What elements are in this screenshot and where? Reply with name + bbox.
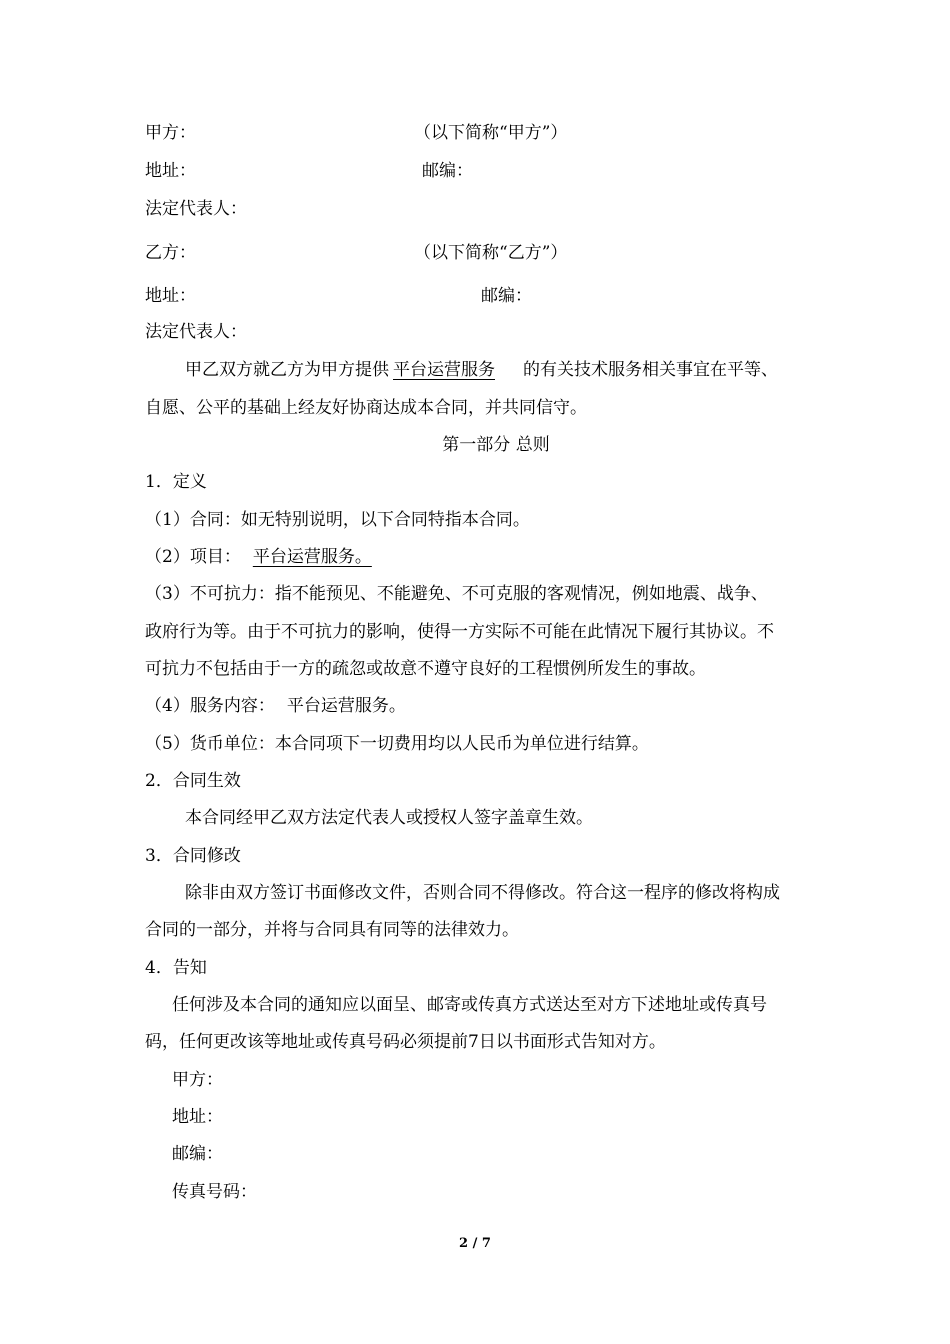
section-3-title: 3．合同修改 xyxy=(145,846,241,866)
definition-force-majeure-l1: （3）不可抗力：指不能预见、不能避免、不可克服的客观情况，例如地震、战争、 xyxy=(145,584,768,604)
party-a-label: 甲方： xyxy=(145,123,196,143)
party-b-rep-label: 法定代表人： xyxy=(145,322,247,342)
intro-service: 平台运营服务 xyxy=(393,360,495,380)
notice-fax: 传真号码： xyxy=(172,1182,257,1202)
party-a-postcode-label: 邮编： xyxy=(422,161,473,181)
section-3-line-1: 除非由双方签订书面修改文件，否则合同不得修改。符合这一程序的修改将构成 xyxy=(185,883,780,903)
definition-service-content xyxy=(145,694,406,718)
definition-project-label: （2）项目： xyxy=(145,547,241,567)
intro-prefix: 甲乙双方就乙方为甲方提供 xyxy=(185,360,389,380)
intro-suffix: 的有关技术服务相关事宜在平等、 xyxy=(523,360,778,380)
party-a-alias: （以下简称“甲方”） xyxy=(414,123,568,143)
intro-line-1 xyxy=(185,358,778,382)
page-number: 2 / 7 xyxy=(459,1236,491,1251)
definition-project-value: 平台运营服务。 xyxy=(252,547,372,567)
definition-currency: （5）货币单位：本合同项下一切费用均以人民币为单位进行结算。 xyxy=(145,734,649,754)
notice-address: 地址： xyxy=(172,1107,223,1127)
party-a-rep-label: 法定代表人： xyxy=(145,199,247,219)
party-b-label: 乙方： xyxy=(145,243,196,263)
definition-service-label: （4）服务内容： xyxy=(145,696,275,716)
definition-force-majeure-l2: 政府行为等。由于不可抗力的影响，使得一方实际不可能在此情况下履行其协议。不 xyxy=(145,622,774,642)
party-b-alias: （以下简称“乙方”） xyxy=(414,243,568,263)
section-4-line-1: 任何涉及本合同的通知应以面呈、邮寄或传真方式送达至对方下述地址或传真号 xyxy=(172,995,767,1015)
section-1-title: 1．定义 xyxy=(145,472,207,492)
definition-force-majeure-l3: 可抗力不包括由于一方的疏忽或故意不遵守良好的工程惯例所发生的事故。 xyxy=(145,659,706,679)
section-2-body: 本合同经甲乙双方法定代表人或授权人签字盖章生效。 xyxy=(185,808,593,828)
notice-postcode: 邮编： xyxy=(172,1144,223,1164)
section-2-title: 2．合同生效 xyxy=(145,771,241,791)
definition-service-value: 平台运营服务。 xyxy=(286,696,406,716)
section-4-title: 4．告知 xyxy=(145,958,207,978)
section-3-line-2: 合同的一部分，并将与合同具有同等的法律效力。 xyxy=(145,920,519,940)
definition-project xyxy=(145,545,372,569)
part-title: 第一部分 总则 xyxy=(442,435,550,455)
definition-contract: （1）合同：如无特别说明，以下合同特指本合同。 xyxy=(145,510,530,530)
party-b-address-label: 地址： xyxy=(145,286,196,306)
party-b-postcode-label: 邮编： xyxy=(481,286,532,306)
notice-party-a: 甲方： xyxy=(172,1070,223,1090)
party-a-address-label: 地址： xyxy=(145,161,196,181)
section-4-line-2: 码，任何更改该等地址或传真号码必须提前7日以书面形式告知对方。 xyxy=(145,1032,666,1052)
intro-line-2: 自愿、公平的基础上经友好协商达成本合同，并共同信守。 xyxy=(145,398,587,418)
